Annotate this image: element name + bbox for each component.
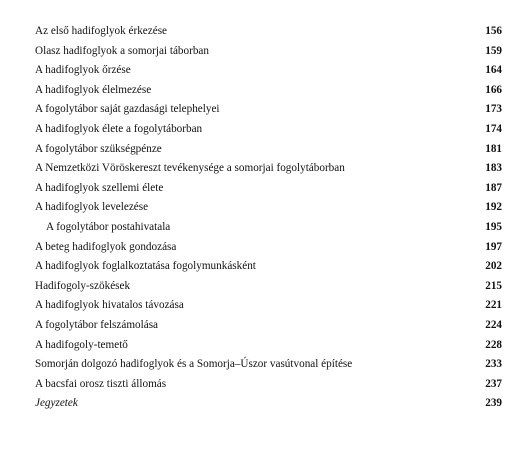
toc-entry [35,140,502,160]
toc-entry-notes [35,394,502,414]
toc-entry-title: A hadifoglyok őrzése [35,64,131,77]
toc-entry [35,277,502,297]
toc-entry-title: A hadifogoly-temető [35,338,128,351]
table-of-contents [35,22,502,414]
toc-entry-title: A hadifoglyok szellemi élete [35,181,164,194]
toc-entry-page: 192 [485,201,502,214]
toc-entry-page: 164 [485,64,502,77]
toc-entry-title: A fogolytábor postahivatala [46,220,171,233]
toc-entry-page: 195 [485,220,502,233]
toc-entry-title: A hadifoglyok hivatalos távozása [35,299,184,312]
toc-entry-page: 183 [485,162,502,175]
toc-entry [35,61,502,81]
toc-entry [35,159,502,179]
toc-entry [35,238,502,258]
toc-entry-title: A hadifoglyok élelmezése [35,83,152,96]
toc-entry-title: A hadifoglyok foglalkoztatása fogolymunkásként [35,260,256,273]
toc-entry [35,81,502,101]
toc-entry-title: A beteg hadifoglyok gondozása [35,240,177,253]
toc-entry [35,316,502,336]
toc-entry [35,100,502,120]
toc-entry-title: A bacsfai orosz tiszti állomás [35,377,167,390]
toc-entry-page: 228 [485,338,502,351]
toc-entry-title: Az első hadifoglyok érkezése [35,25,168,37]
toc-entry-page: 221 [485,299,502,312]
toc-entry-title: Somorján dolgozó hadifoglyok és a Somorja–Úszor vasútvonal építése [35,358,353,371]
toc-entry-title: A hadifoglyok élete a fogolytáborban [35,122,203,135]
toc-entry-page: 237 [485,377,502,390]
toc-entry-page: 224 [485,318,502,331]
toc-entry-page: 215 [485,279,502,292]
toc-entry-title: A fogolytábor felszámolása [35,318,159,331]
toc-entry [35,42,502,62]
toc-entry [35,22,502,42]
toc-entry [35,179,502,199]
toc-entry-page: 174 [485,122,502,135]
toc-entry-title: Jegyzetek [35,397,78,410]
toc-entry-title: A Nemzetközi Vöröskereszt tevékenysége a somorjai fogolytáborban [35,162,345,175]
toc-entry [35,120,502,140]
toc-entry-page: 173 [485,103,502,116]
toc-subentry [35,218,502,238]
toc-entry-title: A hadifoglyok levelezése [35,201,149,214]
toc-entry-title: Olasz hadifoglyok a somorjai táborban [35,44,209,57]
toc-entry [35,336,502,356]
toc-entry-page: 166 [485,83,502,96]
toc-entry [35,257,502,277]
toc-entry-page: 156 [485,25,502,37]
toc-entry-title: A fogolytábor saját gazdasági telephelyei [35,103,220,116]
toc-entry-title: A fogolytábor szükségpénze [35,142,162,155]
toc-entry-page: 197 [485,240,502,253]
toc-entry-page: 187 [485,181,502,194]
toc-entry-page: 159 [485,44,502,57]
toc-entry [35,198,502,218]
toc-entry-page: 239 [485,397,502,410]
toc-entry-title: Hadifogoly-szökések [35,279,131,292]
toc-entry [35,355,502,375]
toc-entry-page: 181 [485,142,502,155]
toc-entry [35,296,502,316]
toc-entry-page: 202 [485,260,502,273]
toc-entry [35,375,502,395]
toc-entry-page: 233 [485,358,502,371]
